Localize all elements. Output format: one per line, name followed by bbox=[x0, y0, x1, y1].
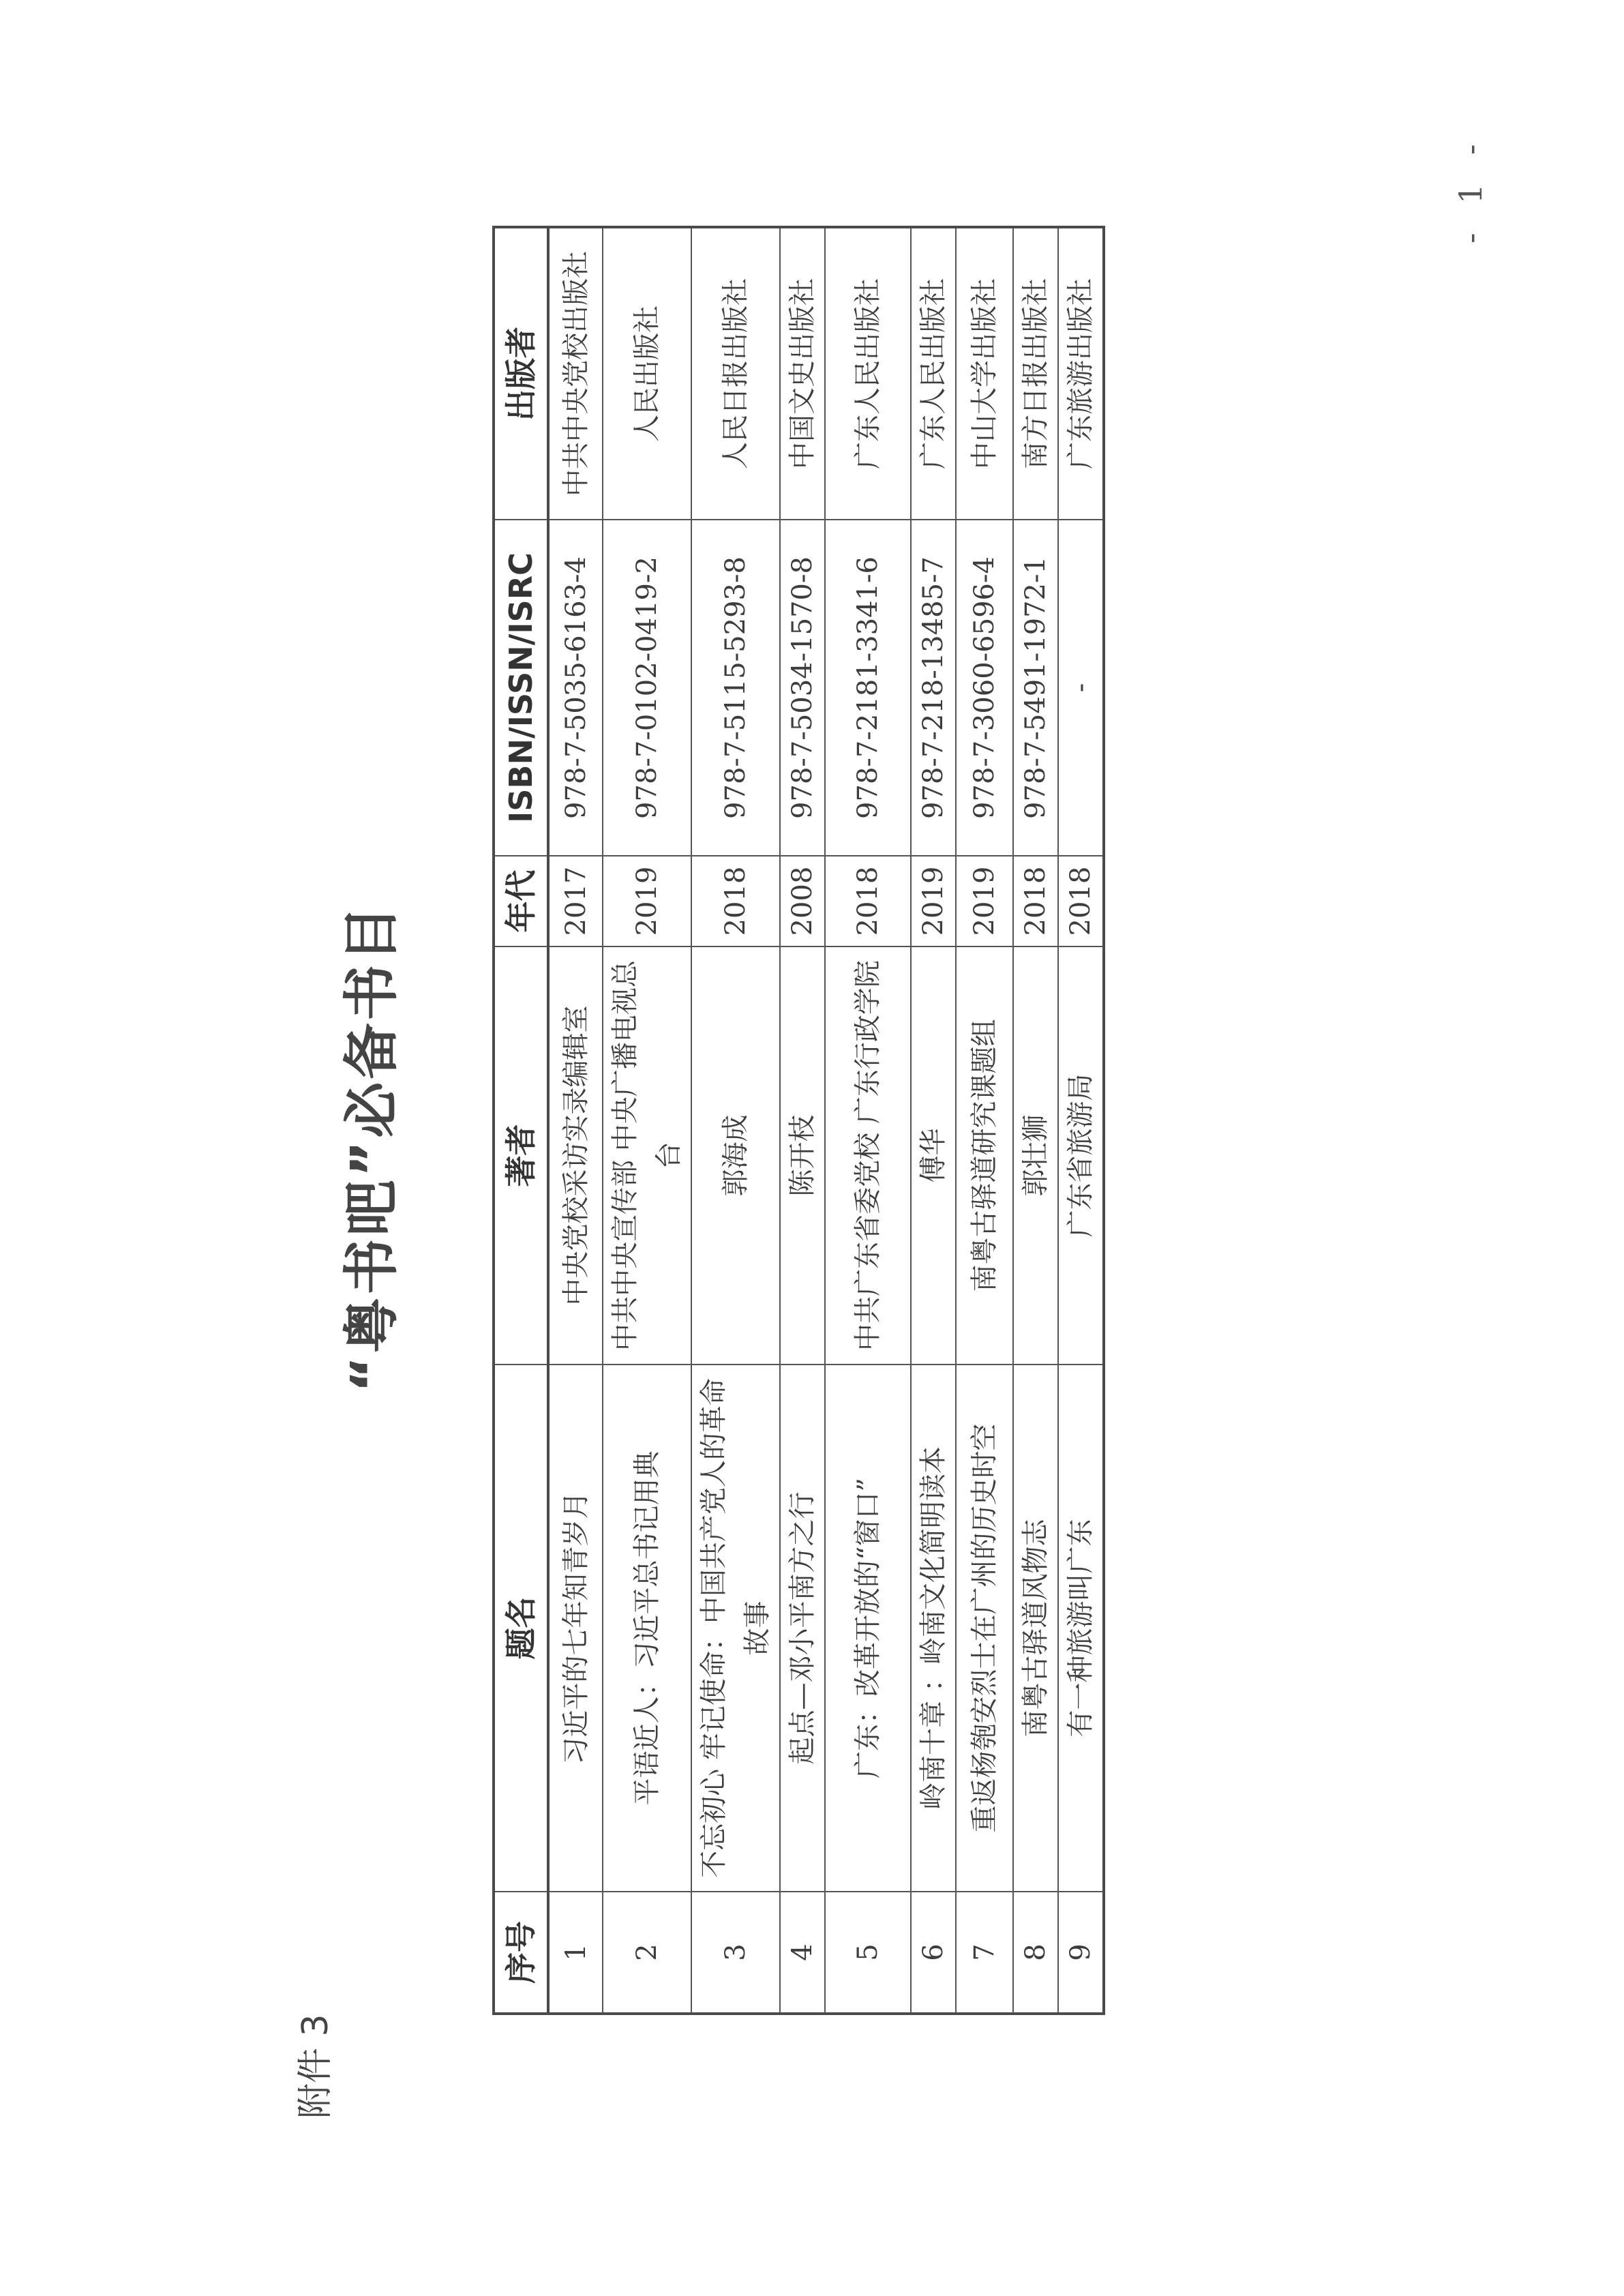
cell-isbn: - bbox=[1058, 520, 1104, 856]
cell-isbn: 978-7-3060-6596-4 bbox=[956, 520, 1013, 856]
page-number: - 1 - bbox=[1452, 134, 1489, 243]
cell-isbn: 978-7-5035-6163-4 bbox=[548, 520, 603, 856]
cell-title: 重返杨匏安烈士在广州的历史时空 bbox=[956, 1365, 1013, 1892]
cell-title: 不忘初心 牢记使命：中国共产党人的革命故事 bbox=[691, 1365, 780, 1892]
table-row bbox=[780, 227, 825, 2014]
cell-author: 傅华 bbox=[911, 946, 956, 1365]
cell-no: 8 bbox=[1013, 1892, 1058, 2014]
cell-no: 3 bbox=[691, 1892, 780, 2014]
cell-author: 南粤古驿道研究课题组 bbox=[956, 946, 1013, 1365]
table-row bbox=[1013, 227, 1058, 2014]
cell-author: 郭壮狮 bbox=[1013, 946, 1058, 1365]
cell-title: 平语近人：习近平总书记用典 bbox=[603, 1365, 691, 1892]
cell-publisher: 人民日报出版社 bbox=[691, 227, 780, 520]
cell-year: 2019 bbox=[956, 856, 1013, 946]
cell-author: 郭海成 bbox=[691, 946, 780, 1365]
cell-no: 7 bbox=[956, 1892, 1013, 2014]
cell-author: 中共广东省委党校 广东行政学院 bbox=[825, 946, 911, 1365]
cell-no: 2 bbox=[603, 1892, 691, 2014]
page-title: “粤书吧”必备书目 bbox=[340, 903, 404, 1393]
cell-publisher: 中共中央党校出版社 bbox=[548, 227, 603, 520]
cell-title: 岭南十章 ：岭南文化简明读本 bbox=[911, 1365, 956, 1892]
cell-title: 广东：改革开放的“窗口” bbox=[825, 1365, 911, 1892]
cell-title: 起点—邓小平南方之行 bbox=[780, 1365, 825, 1892]
cell-year: 2018 bbox=[825, 856, 911, 946]
book-list-table bbox=[492, 226, 1105, 2015]
cell-no: 4 bbox=[780, 1892, 825, 2014]
cell-no: 9 bbox=[1058, 1892, 1104, 2014]
header-author: 著者 bbox=[494, 946, 548, 1365]
cell-publisher: 广东旅游出版社 bbox=[1058, 227, 1104, 520]
table-row bbox=[956, 227, 1013, 2014]
cell-isbn: 978-7-5491-1972-1 bbox=[1013, 520, 1058, 856]
cell-publisher: 广东人民出版社 bbox=[825, 227, 911, 520]
cell-isbn: 978-7-2181-3341-6 bbox=[825, 520, 911, 856]
cell-author: 中共中央宣传部 中央广播电视总台 bbox=[603, 946, 691, 1365]
table-row bbox=[1058, 227, 1104, 2014]
cell-isbn: 978-7-0102-0419-2 bbox=[603, 520, 691, 856]
cell-title: 有一种旅游叫广东 bbox=[1058, 1365, 1104, 1892]
table-row bbox=[603, 227, 691, 2014]
table-row bbox=[911, 227, 956, 2014]
header-no: 序号 bbox=[494, 1892, 548, 2014]
cell-no: 1 bbox=[548, 1892, 603, 2014]
cell-isbn: 978-7-5034-1570-8 bbox=[780, 520, 825, 856]
table-row bbox=[825, 227, 911, 2014]
cell-title: 习近平的七年知青岁月 bbox=[548, 1365, 603, 1892]
table-row bbox=[548, 227, 603, 2014]
cell-year: 2008 bbox=[780, 856, 825, 946]
table-header-row bbox=[494, 227, 548, 2014]
header-isbn: ISBN/ISSN/ISRC bbox=[494, 520, 548, 856]
cell-isbn: 978-7-5115-5293-8 bbox=[691, 520, 780, 856]
cell-year: 2019 bbox=[911, 856, 956, 946]
header-year: 年代 bbox=[494, 856, 548, 946]
cell-author: 陈开枝 bbox=[780, 946, 825, 1365]
cell-publisher: 南方日报出版社 bbox=[1013, 227, 1058, 520]
cell-publisher: 人民出版社 bbox=[603, 227, 691, 520]
cell-title: 南粤古驿道风物志 bbox=[1013, 1365, 1058, 1892]
cell-year: 2018 bbox=[1058, 856, 1104, 946]
attachment-label: 附件 3 bbox=[295, 2014, 336, 2119]
header-publisher: 出版者 bbox=[494, 227, 548, 520]
cell-no: 5 bbox=[825, 1892, 911, 2014]
header-title: 题名 bbox=[494, 1365, 548, 1892]
cell-author: 广东省旅游局 bbox=[1058, 946, 1104, 1365]
cell-year: 2018 bbox=[1013, 856, 1058, 946]
cell-isbn: 978-7-218-13485-7 bbox=[911, 520, 956, 856]
cell-publisher: 广东人民出版社 bbox=[911, 227, 956, 520]
cell-no: 6 bbox=[911, 1892, 956, 2014]
cell-publisher: 中山大学出版社 bbox=[956, 227, 1013, 520]
cell-year: 2019 bbox=[603, 856, 691, 946]
cell-author: 中央党校采访实录编辑室 bbox=[548, 946, 603, 1365]
cell-year: 2018 bbox=[691, 856, 780, 946]
table-row bbox=[691, 227, 780, 2014]
cell-publisher: 中国文史出版社 bbox=[780, 227, 825, 520]
cell-year: 2017 bbox=[548, 856, 603, 946]
